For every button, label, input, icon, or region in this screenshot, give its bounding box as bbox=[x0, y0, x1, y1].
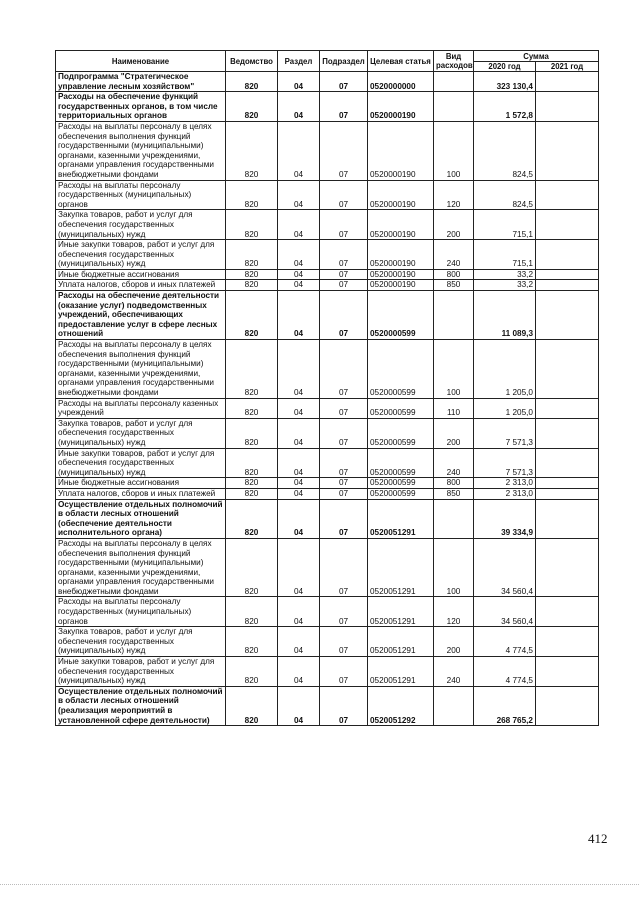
cell-subsection: 07 bbox=[320, 478, 368, 489]
cell-section: 04 bbox=[278, 291, 320, 340]
cell-section: 04 bbox=[278, 398, 320, 418]
cell-dept: 820 bbox=[226, 72, 278, 92]
table-row bbox=[56, 180, 599, 210]
cell-name: Осуществление отдельных полномочий в области лесных отношений (обеспечение деятельности исполнительного органа) bbox=[56, 499, 226, 538]
cell-target: 0520000190 bbox=[368, 210, 434, 240]
cell-section: 04 bbox=[278, 180, 320, 210]
cell-name: Расходы на выплаты персоналу государственных (муниципальных) органов bbox=[56, 597, 226, 627]
header-name: Наименование bbox=[56, 51, 226, 72]
cell-y2020: 4 774,5 bbox=[474, 657, 536, 687]
table-row bbox=[56, 478, 599, 489]
cell-dept: 820 bbox=[226, 291, 278, 340]
cell-section: 04 bbox=[278, 340, 320, 399]
cell-subsection: 07 bbox=[320, 240, 368, 270]
cell-exptype: 100 bbox=[434, 340, 474, 399]
cell-dept: 820 bbox=[226, 538, 278, 597]
cell-y2021 bbox=[536, 92, 599, 122]
cell-target: 0520051291 bbox=[368, 499, 434, 538]
table-row bbox=[56, 627, 599, 657]
cell-name: Уплата налогов, сборов и иных платежей bbox=[56, 280, 226, 291]
cell-name: Расходы на обеспечение деятельности (оказание услуг) подведомственных учреждений, обеспечивающих предоставление услуг в сфере лесных отношений bbox=[56, 291, 226, 340]
cell-exptype: 200 bbox=[434, 418, 474, 448]
cell-exptype bbox=[434, 291, 474, 340]
cell-exptype: 850 bbox=[434, 488, 474, 499]
table-row bbox=[56, 280, 599, 291]
cell-y2020: 33,2 bbox=[474, 280, 536, 291]
cell-exptype: 240 bbox=[434, 240, 474, 270]
cell-y2021 bbox=[536, 538, 599, 597]
cell-name: Расходы на выплаты персоналу в целях обеспечения выполнения функций государственными (муниципальными) органами, казенными учреждениями, органами управления государственными внебюджетными фондами bbox=[56, 340, 226, 399]
cell-y2020: 824,5 bbox=[474, 121, 536, 180]
table-row bbox=[56, 72, 599, 92]
scan-edge-line bbox=[0, 884, 639, 886]
table-row bbox=[56, 121, 599, 180]
cell-subsection: 07 bbox=[320, 597, 368, 627]
cell-dept: 820 bbox=[226, 180, 278, 210]
cell-exptype: 850 bbox=[434, 280, 474, 291]
table-row bbox=[56, 657, 599, 687]
cell-target: 0520000599 bbox=[368, 488, 434, 499]
cell-y2021 bbox=[536, 448, 599, 478]
cell-name: Расходы на выплаты персоналу государственных (муниципальных) органов bbox=[56, 180, 226, 210]
cell-dept: 820 bbox=[226, 686, 278, 725]
cell-name: Закупка товаров, работ и услуг для обеспечения государственных (муниципальных) нужд bbox=[56, 418, 226, 448]
cell-y2020: 824,5 bbox=[474, 180, 536, 210]
cell-target: 0520000599 bbox=[368, 340, 434, 399]
cell-name: Иные бюджетные ассигнования bbox=[56, 478, 226, 489]
cell-dept: 820 bbox=[226, 269, 278, 280]
cell-exptype: 120 bbox=[434, 180, 474, 210]
cell-subsection: 07 bbox=[320, 538, 368, 597]
cell-subsection: 07 bbox=[320, 210, 368, 240]
header-dept: Ведомство bbox=[226, 51, 278, 72]
cell-target: 0520000599 bbox=[368, 448, 434, 478]
cell-y2021 bbox=[536, 121, 599, 180]
cell-section: 04 bbox=[278, 499, 320, 538]
cell-section: 04 bbox=[278, 210, 320, 240]
cell-y2020: 7 571,3 bbox=[474, 448, 536, 478]
cell-target: 0520051291 bbox=[368, 657, 434, 687]
table-row bbox=[56, 686, 599, 725]
cell-subsection: 07 bbox=[320, 488, 368, 499]
cell-dept: 820 bbox=[226, 488, 278, 499]
cell-subsection: 07 bbox=[320, 398, 368, 418]
header-2021: 2021 год bbox=[536, 62, 599, 72]
cell-dept: 820 bbox=[226, 478, 278, 489]
cell-dept: 820 bbox=[226, 657, 278, 687]
cell-subsection: 07 bbox=[320, 499, 368, 538]
cell-name: Закупка товаров, работ и услуг для обеспечения государственных (муниципальных) нужд bbox=[56, 210, 226, 240]
cell-y2021 bbox=[536, 280, 599, 291]
cell-subsection: 07 bbox=[320, 291, 368, 340]
cell-name: Осуществление отдельных полномочий в области лесных отношений (реализация мероприятий в установленной сфере деятельности) bbox=[56, 686, 226, 725]
page-number: 412 bbox=[588, 831, 608, 846]
cell-exptype: 100 bbox=[434, 538, 474, 597]
cell-exptype: 200 bbox=[434, 627, 474, 657]
cell-y2020: 323 130,4 bbox=[474, 72, 536, 92]
cell-dept: 820 bbox=[226, 240, 278, 270]
cell-dept: 820 bbox=[226, 398, 278, 418]
cell-target: 0520051291 bbox=[368, 538, 434, 597]
cell-exptype: 800 bbox=[434, 269, 474, 280]
cell-subsection: 07 bbox=[320, 448, 368, 478]
cell-exptype bbox=[434, 92, 474, 122]
table-row bbox=[56, 240, 599, 270]
header-exptype: Вид расходов bbox=[434, 51, 474, 72]
cell-y2020: 1 205,0 bbox=[474, 398, 536, 418]
cell-y2021 bbox=[536, 210, 599, 240]
cell-subsection: 07 bbox=[320, 92, 368, 122]
cell-section: 04 bbox=[278, 597, 320, 627]
cell-y2020: 34 560,4 bbox=[474, 538, 536, 597]
cell-target: 0520051291 bbox=[368, 597, 434, 627]
table-row bbox=[56, 538, 599, 597]
cell-y2021 bbox=[536, 72, 599, 92]
cell-dept: 820 bbox=[226, 448, 278, 478]
cell-name: Уплата налогов, сборов и иных платежей bbox=[56, 488, 226, 499]
cell-name: Подпрограмма "Стратегическое управление лесным хозяйством" bbox=[56, 72, 226, 92]
cell-y2021 bbox=[536, 398, 599, 418]
cell-dept: 820 bbox=[226, 280, 278, 291]
table-row bbox=[56, 597, 599, 627]
cell-y2020: 33,2 bbox=[474, 269, 536, 280]
cell-name: Иные закупки товаров, работ и услуг для обеспечения государственных (муниципальных) нужд bbox=[56, 657, 226, 687]
header-section: Раздел bbox=[278, 51, 320, 72]
cell-section: 04 bbox=[278, 269, 320, 280]
cell-name: Иные закупки товаров, работ и услуг для обеспечения государственных (муниципальных) нужд bbox=[56, 240, 226, 270]
cell-exptype: 110 bbox=[434, 398, 474, 418]
cell-section: 04 bbox=[278, 627, 320, 657]
table-row bbox=[56, 448, 599, 478]
cell-name: Расходы на обеспечение функций государственных органов, в том числе территориальных органов bbox=[56, 92, 226, 122]
cell-dept: 820 bbox=[226, 121, 278, 180]
cell-exptype bbox=[434, 686, 474, 725]
cell-dept: 820 bbox=[226, 499, 278, 538]
cell-target: 0520000190 bbox=[368, 269, 434, 280]
header-target: Целевая статья bbox=[368, 51, 434, 72]
cell-y2020: 11 089,3 bbox=[474, 291, 536, 340]
cell-section: 04 bbox=[278, 72, 320, 92]
table-row bbox=[56, 488, 599, 499]
cell-subsection: 07 bbox=[320, 686, 368, 725]
cell-subsection: 07 bbox=[320, 180, 368, 210]
cell-target: 0520000190 bbox=[368, 240, 434, 270]
cell-y2021 bbox=[536, 291, 599, 340]
table-row bbox=[56, 210, 599, 240]
cell-target: 0520000190 bbox=[368, 180, 434, 210]
cell-y2021 bbox=[536, 657, 599, 687]
cell-subsection: 07 bbox=[320, 418, 368, 448]
cell-section: 04 bbox=[278, 121, 320, 180]
cell-name: Иные закупки товаров, работ и услуг для обеспечения государственных (муниципальных) нужд bbox=[56, 448, 226, 478]
cell-subsection: 07 bbox=[320, 121, 368, 180]
cell-exptype: 120 bbox=[434, 597, 474, 627]
cell-section: 04 bbox=[278, 280, 320, 291]
cell-name: Расходы на выплаты персоналу в целях обеспечения выполнения функций государственными (муниципальными) органами, казенными учреждениями, органами управления государственными внебюджетными фондами bbox=[56, 538, 226, 597]
cell-y2021 bbox=[536, 418, 599, 448]
cell-dept: 820 bbox=[226, 92, 278, 122]
cell-dept: 820 bbox=[226, 340, 278, 399]
cell-y2021 bbox=[536, 240, 599, 270]
cell-exptype: 240 bbox=[434, 657, 474, 687]
cell-y2020: 4 774,5 bbox=[474, 627, 536, 657]
cell-exptype: 240 bbox=[434, 448, 474, 478]
cell-y2021 bbox=[536, 478, 599, 489]
cell-section: 04 bbox=[278, 686, 320, 725]
cell-target: 0520051291 bbox=[368, 627, 434, 657]
cell-section: 04 bbox=[278, 538, 320, 597]
cell-y2020: 34 560,4 bbox=[474, 597, 536, 627]
table-row bbox=[56, 499, 599, 538]
cell-subsection: 07 bbox=[320, 269, 368, 280]
table-row bbox=[56, 291, 599, 340]
table-row bbox=[56, 92, 599, 122]
cell-y2020: 2 313,0 bbox=[474, 478, 536, 489]
cell-subsection: 07 bbox=[320, 72, 368, 92]
header-sum: Сумма bbox=[474, 51, 599, 62]
cell-section: 04 bbox=[278, 488, 320, 499]
cell-y2020: 39 334,9 bbox=[474, 499, 536, 538]
cell-section: 04 bbox=[278, 657, 320, 687]
cell-section: 04 bbox=[278, 478, 320, 489]
cell-y2021 bbox=[536, 340, 599, 399]
cell-y2021 bbox=[536, 499, 599, 538]
cell-subsection: 07 bbox=[320, 340, 368, 399]
table-row bbox=[56, 269, 599, 280]
cell-exptype: 800 bbox=[434, 478, 474, 489]
cell-y2020: 268 765,2 bbox=[474, 686, 536, 725]
cell-y2020: 2 313,0 bbox=[474, 488, 536, 499]
cell-y2021 bbox=[536, 180, 599, 210]
cell-target: 0520000190 bbox=[368, 280, 434, 291]
cell-dept: 820 bbox=[226, 418, 278, 448]
cell-target: 0520000599 bbox=[368, 398, 434, 418]
cell-y2020: 1 205,0 bbox=[474, 340, 536, 399]
cell-name: Закупка товаров, работ и услуг для обеспечения государственных (муниципальных) нужд bbox=[56, 627, 226, 657]
cell-dept: 820 bbox=[226, 597, 278, 627]
cell-dept: 820 bbox=[226, 627, 278, 657]
cell-name: Расходы на выплаты персоналу казенных учреждений bbox=[56, 398, 226, 418]
cell-y2021 bbox=[536, 597, 599, 627]
cell-exptype bbox=[434, 72, 474, 92]
cell-target: 0520000190 bbox=[368, 92, 434, 122]
cell-y2021 bbox=[536, 269, 599, 280]
header-2020: 2020 год bbox=[474, 62, 536, 72]
cell-exptype: 200 bbox=[434, 210, 474, 240]
cell-target: 0520000599 bbox=[368, 418, 434, 448]
cell-y2021 bbox=[536, 488, 599, 499]
cell-section: 04 bbox=[278, 240, 320, 270]
cell-y2021 bbox=[536, 627, 599, 657]
cell-dept: 820 bbox=[226, 210, 278, 240]
table-row bbox=[56, 418, 599, 448]
cell-target: 0520051292 bbox=[368, 686, 434, 725]
cell-target: 0520000190 bbox=[368, 121, 434, 180]
cell-section: 04 bbox=[278, 448, 320, 478]
header-subsection: Подраздел bbox=[320, 51, 368, 72]
cell-y2020: 715,1 bbox=[474, 210, 536, 240]
cell-subsection: 07 bbox=[320, 657, 368, 687]
cell-name: Иные бюджетные ассигнования bbox=[56, 269, 226, 280]
cell-exptype: 100 bbox=[434, 121, 474, 180]
cell-subsection: 07 bbox=[320, 627, 368, 657]
cell-y2021 bbox=[536, 686, 599, 725]
cell-y2020: 715,1 bbox=[474, 240, 536, 270]
cell-y2020: 1 572,8 bbox=[474, 92, 536, 122]
budget-table bbox=[55, 50, 599, 726]
cell-section: 04 bbox=[278, 418, 320, 448]
cell-section: 04 bbox=[278, 92, 320, 122]
cell-subsection: 07 bbox=[320, 280, 368, 291]
cell-target: 0520000000 bbox=[368, 72, 434, 92]
cell-target: 0520000599 bbox=[368, 291, 434, 340]
table-row bbox=[56, 398, 599, 418]
cell-exptype bbox=[434, 499, 474, 538]
cell-target: 0520000599 bbox=[368, 478, 434, 489]
cell-name: Расходы на выплаты персоналу в целях обеспечения выполнения функций государственными (муниципальными) органами, казенными учреждениями, органами управления государственными внебюджетными фондами bbox=[56, 121, 226, 180]
table-row bbox=[56, 340, 599, 399]
cell-y2020: 7 571,3 bbox=[474, 418, 536, 448]
